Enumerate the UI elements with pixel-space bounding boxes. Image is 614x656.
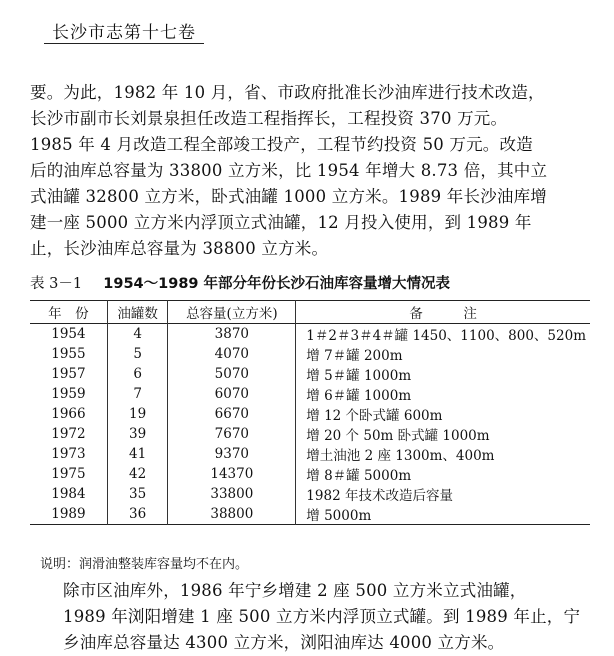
cell-tank-count: 7 — [107, 384, 168, 404]
cell-tank-count: 5 — [107, 344, 168, 364]
paragraph-line: 乡油库总容量达 4300 立方米，浏阳油库达 4000 立方米。 — [63, 633, 505, 652]
table-row — [30, 344, 590, 364]
cell-tank-count: 4 — [107, 324, 168, 345]
cell-year: 1975 — [30, 464, 107, 484]
header-capacity: 总容量(立方米) — [168, 301, 296, 324]
table-caption — [30, 272, 450, 293]
table-row — [30, 484, 590, 504]
cell-remark: 增 12 个卧式罐 600m — [296, 404, 590, 424]
paragraph-line: 后的油库总容量为 33800 立方米，比 1954 年增大 8.73 倍，其中立 — [30, 161, 548, 180]
paragraph-line: 要。为此，1982 年 10 月，省、市政府批准长沙油库进行技术改造， — [30, 83, 545, 102]
cell-year: 1966 — [30, 404, 107, 424]
paragraph-line: 1989 年浏阳增建 1 座 500 立方米内浮顶立式罐。到 1989 年止，宁 — [63, 607, 581, 626]
cell-year: 1954 — [30, 324, 107, 345]
cell-tank-count: 36 — [107, 504, 168, 525]
cell-year: 1957 — [30, 364, 107, 384]
header-year: 年 份 — [30, 301, 107, 324]
cell-capacity: 4070 — [168, 344, 296, 364]
cell-capacity: 6670 — [168, 404, 296, 424]
paragraph-line: 除市区油库外，1986 年宁乡增建 2 座 500 立方米立式油罐， — [63, 581, 527, 600]
paragraph-line: 建一座 5000 立方米内浮顶立式油罐，12 月投入使用，到 1989 年 — [30, 213, 532, 232]
table-row — [30, 464, 590, 484]
header-rule — [44, 43, 204, 44]
cell-capacity: 6070 — [168, 384, 296, 404]
cell-tank-count: 6 — [107, 364, 168, 384]
cell-year: 1972 — [30, 424, 107, 444]
cell-year: 1973 — [30, 444, 107, 464]
cell-year: 1984 — [30, 484, 107, 504]
cell-capacity: 5070 — [168, 364, 296, 384]
cell-remark: 1982 年技术改造后容量 — [296, 484, 590, 504]
table-row — [30, 404, 590, 424]
table-row — [30, 364, 590, 384]
cell-capacity: 7670 — [168, 424, 296, 444]
paragraph-line: 止，长沙油库总容量为 38800 立方米。 — [30, 239, 329, 258]
cell-remark: 增 6＃罐 1000m — [296, 384, 590, 404]
cell-capacity: 33800 — [168, 484, 296, 504]
cell-year: 1955 — [30, 344, 107, 364]
cell-tank-count: 19 — [107, 404, 168, 424]
cell-remark: 增 8＃罐 5000m — [296, 464, 590, 484]
cell-year: 1989 — [30, 504, 107, 525]
cell-capacity: 38800 — [168, 504, 296, 525]
table-caption-title: 1954～1989 年部分年份长沙石油库容量增大情况表 — [103, 276, 451, 292]
paragraph-1 — [30, 80, 590, 262]
cell-remark: 增 7＃罐 200m — [296, 344, 590, 364]
cell-capacity: 3870 — [168, 324, 296, 345]
paragraph-line: 1985 年 4 月改造工程全部竣工投产，工程节约投资 50 万元。改造 — [30, 135, 533, 154]
table-caption-number: 表 3－1 — [30, 276, 83, 292]
running-header: 长沙市志第十七卷 — [52, 23, 196, 43]
table-row — [30, 504, 590, 525]
header-remarks: 备 注 — [296, 301, 590, 324]
cell-tank-count: 42 — [107, 464, 168, 484]
cell-year: 1959 — [30, 384, 107, 404]
cell-remark: 1＃2＃3＃4＃罐 1450、1100、800、520m — [296, 324, 590, 345]
cell-capacity: 14370 — [168, 464, 296, 484]
cell-remark: 增 5＃罐 1000m — [296, 364, 590, 384]
header-tank-count: 油罐数 — [107, 301, 168, 324]
cell-tank-count: 39 — [107, 424, 168, 444]
cell-remark: 增 20 个 50m 卧式罐 1000m — [296, 424, 590, 444]
cell-capacity: 9370 — [168, 444, 296, 464]
table-row — [30, 384, 590, 404]
paragraph-line: 长沙市副市长刘景泉担任改造工程指挥长，工程投资 370 万元。 — [30, 109, 508, 128]
paragraph-2 — [30, 578, 590, 656]
cell-tank-count: 35 — [107, 484, 168, 504]
paragraph-line: 式油罐 32800 立方米，卧式油罐 1000 立方米。1989 年长沙油库增 — [30, 187, 547, 206]
cell-remark: 增 5000m — [296, 504, 590, 525]
table-row — [30, 324, 590, 345]
table-row — [30, 444, 590, 464]
cell-remark: 增土油池 2 座 1300m、400m — [296, 444, 590, 464]
table-header-row — [30, 301, 590, 324]
table-row — [30, 424, 590, 444]
cell-tank-count: 41 — [107, 444, 168, 464]
table-note: 说明：润滑油整装库容量均不在内。 — [40, 557, 249, 572]
capacity-table — [30, 300, 590, 525]
